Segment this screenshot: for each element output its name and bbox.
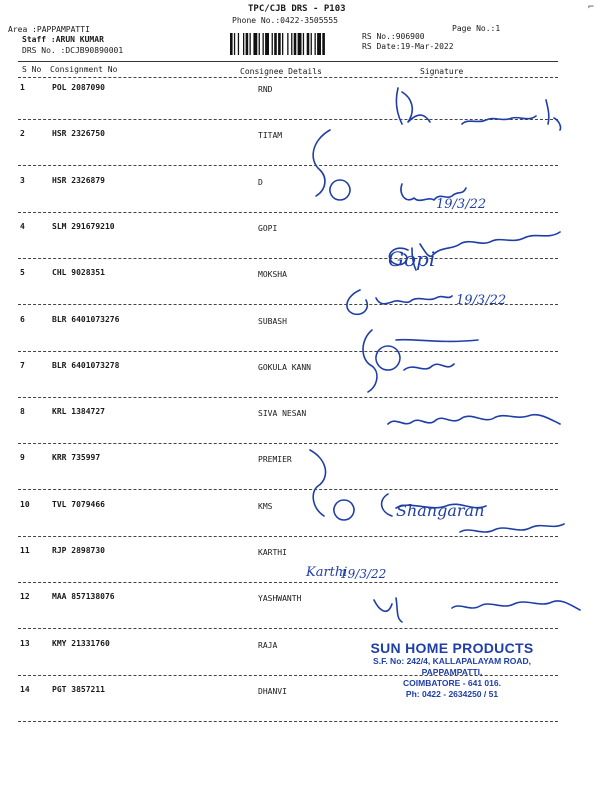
- barcode-bar: [230, 33, 233, 55]
- barcode-bar: [311, 33, 312, 55]
- barcode-bar: [265, 33, 269, 55]
- barcode-bar: [315, 33, 316, 55]
- row-consignment: TVL 7079466: [52, 500, 105, 509]
- header-rule-top: [18, 61, 558, 62]
- row-consignee: D: [258, 178, 263, 187]
- barcode-bar: [317, 33, 321, 55]
- signature-10: [382, 494, 564, 532]
- col-signature: Signature: [420, 67, 464, 76]
- row-consignee: RND: [258, 85, 273, 94]
- barcode-bar: [274, 33, 277, 55]
- col-consignment: Consignment No: [50, 65, 118, 74]
- barcode-bar: [243, 33, 244, 55]
- signature-8: [388, 415, 560, 424]
- stamp-phone: Ph: 0422 - 2634250 / 51: [405, 689, 499, 699]
- row-consignee: MOKSHA: [258, 270, 287, 279]
- date-row-3: 19/3/22: [436, 197, 487, 212]
- date-row-5: 19/3/22: [456, 293, 507, 308]
- row-consignee: KMS: [258, 502, 273, 511]
- row-consignee: YASHWANTH: [258, 594, 302, 603]
- col-consignee: Consignee Details: [240, 67, 322, 76]
- barcode-bar: [303, 33, 304, 55]
- row-consignee: PREMIER: [258, 455, 292, 464]
- barcode-bar: [259, 33, 260, 55]
- barcode-bar: [298, 33, 302, 55]
- barcode-bar: [234, 33, 235, 55]
- drs-title: TPC/CJB DRS - P103: [248, 4, 346, 14]
- row-sno: 5: [20, 268, 25, 277]
- row-sno: 12: [20, 592, 30, 601]
- phone-number: Phone No.:0422-3505555: [232, 16, 338, 25]
- row-sno: 8: [20, 407, 25, 416]
- row-consignee: DHANVI: [258, 687, 287, 696]
- barcode-bar: [246, 33, 249, 55]
- barcode-bar: [272, 33, 273, 55]
- barcode-bar: [307, 33, 310, 55]
- row-sno: 3: [20, 176, 25, 185]
- row-separator: [18, 119, 558, 120]
- barcode-bar: [287, 33, 288, 55]
- staff-label: Staff :ARUN KUMAR: [22, 35, 104, 44]
- row-consignee: SUBASH: [258, 317, 287, 326]
- row-consignment: KRR 735997: [52, 453, 101, 462]
- barcode-bar: [282, 33, 283, 55]
- date-row-11: 19/3/22: [340, 567, 387, 581]
- stamp-address-2: PAPPAMPATTI,: [421, 667, 483, 677]
- barcode-bar: [238, 33, 239, 55]
- area-label: Area :PAPPAMPATTI: [8, 25, 90, 34]
- row-consignment: HSR 2326879: [52, 176, 105, 185]
- signature-5: [347, 290, 452, 314]
- row-separator: [18, 489, 558, 490]
- row-separator: [18, 582, 558, 583]
- row-consignee: SIVA NESAN: [258, 409, 307, 418]
- row-separator: [18, 536, 558, 537]
- barcode-bar: [294, 33, 297, 55]
- barcode-bar: [322, 33, 325, 55]
- row-sno: 4: [20, 222, 25, 231]
- row-consignment: KMY 21331760: [52, 639, 110, 648]
- stamp-title: SUN HOME PRODUCTS: [370, 640, 534, 656]
- signature-1: [396, 88, 560, 130]
- barcode-bar: [253, 33, 257, 55]
- rs-date: RS Date:19-Mar-2022: [362, 42, 454, 51]
- row-sno: 2: [20, 129, 25, 138]
- signature-12: [374, 598, 580, 622]
- row-sno: 14: [20, 685, 30, 694]
- row-separator: [18, 165, 558, 166]
- row-consignee: GOKULA KANN: [258, 363, 311, 372]
- row-separator: [18, 443, 558, 444]
- row-consignee: RAJA: [258, 641, 278, 650]
- signature-6: [363, 330, 478, 392]
- row-consignment: SLM 291679210: [52, 222, 115, 231]
- row-separator: [18, 721, 558, 722]
- header-rule-bottom: [18, 77, 558, 78]
- col-sno: S No: [22, 65, 42, 74]
- row-sno: 10: [20, 500, 30, 509]
- row-consignment: POL 2087090: [52, 83, 105, 92]
- signature-4: [389, 232, 560, 270]
- page-number: Page No.:1: [452, 24, 501, 33]
- row-consignment: PGT 3857211: [52, 685, 105, 694]
- shangaran-handwriting: Shangaran: [396, 501, 485, 520]
- row-sno: 11: [20, 546, 30, 555]
- row-sno: 7: [20, 361, 25, 370]
- row-consignee: TITAM: [258, 131, 283, 140]
- company-stamp: [352, 640, 552, 700]
- barcode-bar: [250, 33, 251, 55]
- row-separator: [18, 304, 558, 305]
- row-consignment: BLR 6401073278: [52, 361, 120, 370]
- row-consignment: HSR 2326750: [52, 129, 105, 138]
- row-consignment: BLR 6401073276: [52, 315, 120, 324]
- row-consignment: KRL 1384727: [52, 407, 105, 416]
- row-separator: [18, 212, 558, 213]
- row-consignee: GOPI: [258, 224, 278, 233]
- row-sno: 13: [20, 639, 30, 648]
- row-separator: [18, 351, 558, 352]
- signature-9: [310, 450, 354, 520]
- row-separator: [18, 628, 558, 629]
- row-sno: 6: [20, 315, 25, 324]
- drs-number: DRS No. :DCJB90890001: [22, 46, 124, 55]
- row-consignment: CHL 9028351: [52, 268, 105, 277]
- barcode-bar: [291, 33, 292, 55]
- row-consignment: RJP 2898730: [52, 546, 105, 555]
- signature-3: [401, 184, 466, 200]
- stamp-address-3: COIMBATORE - 641 016.: [403, 678, 501, 688]
- row-consignment: MAA 857138076: [52, 592, 115, 601]
- corner-mark: ⌐: [587, 2, 594, 13]
- row-sno: 9: [20, 453, 25, 462]
- gopi-handwriting: Gopi: [388, 247, 436, 271]
- stamp-address-1: S.F. No: 242/4, KALLAPALAYAM ROAD,: [373, 656, 531, 666]
- barcode-bar: [278, 33, 281, 55]
- row-separator: [18, 258, 558, 259]
- rs-number: RS No.:906900: [362, 32, 425, 41]
- row-separator: [18, 397, 558, 398]
- barcode-bar: [263, 33, 264, 55]
- row-sno: 1: [20, 83, 25, 92]
- karthi-handwriting: Karthi: [306, 565, 348, 580]
- barcode: [230, 33, 354, 55]
- row-consignee: KARTHI: [258, 548, 287, 557]
